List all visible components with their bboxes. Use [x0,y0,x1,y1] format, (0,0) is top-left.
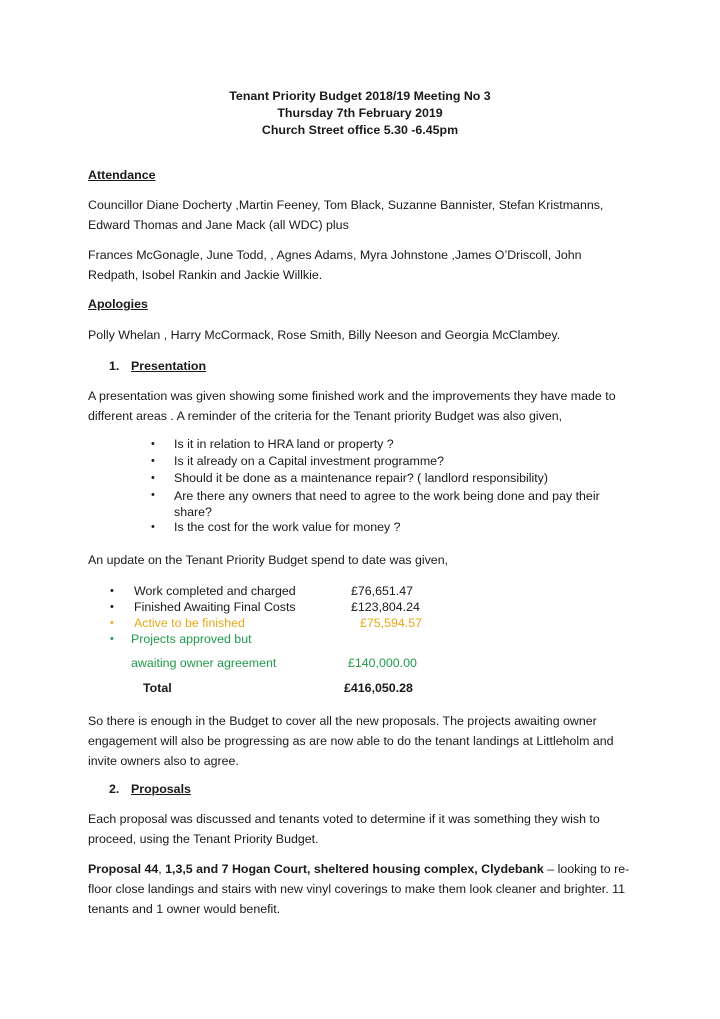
meeting-date: Thursday 7th February 2019 [277,106,443,120]
proposal-44-separator: , [158,862,166,876]
bullet-icon: • [151,489,155,501]
list-item: Is it in relation to HRA land or property ? [174,437,394,451]
spend-label-active: Active to be finished [134,616,245,630]
spend-label: Finished Awaiting Final Costs [134,600,296,614]
bullet-icon: • [151,438,155,450]
spend-intro: An update on the Tenant Priority Budget spend to date was given, [88,553,449,567]
presentation-intro: A presentation was given showing some finished work and the improvements they have made to different areas . A reminder of the criteria for the Tenant priority Budget was also given, [88,389,616,423]
bullet-icon: • [151,455,155,467]
proposal-44-description: – looking to re-floor close landings and stairs with new vinyl coverings to make them look cleaner and brighter. 11 tenants and 1 owner would benefit. [88,862,630,916]
list-item: Are there any owners that need to agree to the work being done and pay their share? [174,489,600,519]
meeting-title: Tenant Priority Budget 2018/19 Meeting No 3 [229,89,491,103]
bullet-icon: • [110,585,114,597]
section-1-number: 1. [109,359,120,373]
section-2-number: 2. [109,782,120,796]
list-item: Should it be done as a maintenance repair? ( landlord responsibility) [174,471,549,485]
spend-amount: £76,651.47 [351,584,414,598]
bullet-icon: • [151,521,155,533]
proposals-heading: Proposals [131,782,191,796]
spend-label-pending: Projects approved but [131,632,252,646]
list-item: Is the cost for the work value for money ? [174,520,401,534]
bullet-icon: • [110,633,114,645]
attendance-staff: Councillor Diane Docherty ,Martin Feeney, Tom Black, Suzanne Bannister, Stefan Kristmanns, Edward Thomas and Jane Mack (all WDC) plus [88,198,604,232]
spend-amount-pending: £140,000.00 [348,656,417,670]
bullet-icon: • [151,472,155,484]
spend-amount-active: £75,594.57 [360,616,423,630]
proposal-44 [88,859,633,919]
bullet-icon: • [110,617,114,629]
proposals-intro: Each proposal was discussed and tenants voted to determine if it was something they wish to proceed, using the Tenant Priority Budget. [88,812,600,846]
apologies-text: Polly Whelan , Harry McCormack, Rose Smith, Billy Neeson and Georgia McClambey. [88,328,561,342]
spend-label: Work completed and charged [134,584,296,598]
spend-amount: £123,804.24 [351,600,420,614]
proposal-44-location: 1,3,5 and 7 Hogan Court, sheltered housing complex, Clydebank [165,862,544,876]
bullet-icon: • [110,601,114,613]
proposal-44-number: Proposal 44 [88,862,159,876]
meeting-location: Church Street office 5.30 -6.45pm [261,123,459,137]
total-label: Total [143,681,172,695]
spend-label-pending-line2: awaiting owner agreement [131,656,277,670]
budget-conclusion: So there is enough in the Budget to cover all the new proposals. The projects awaiting owner engagement will also be progressing as are now able to do the tenant landings at Littleholm and invite owners also to agree. [88,714,614,768]
list-item: Is it already on a Capital investment programme? [174,454,444,468]
apologies-heading: Apologies [88,297,148,311]
presentation-heading: Presentation [131,359,207,373]
total-amount: £416,050.28 [344,681,413,695]
attendance-heading: Attendance [88,168,156,182]
attendance-tenants: Frances McGonagle, June Todd, , Agnes Adams, Myra Johnstone ,James O’Driscoll, John Redpath, Isobel Rankin and Jackie Willkie. [88,248,582,282]
